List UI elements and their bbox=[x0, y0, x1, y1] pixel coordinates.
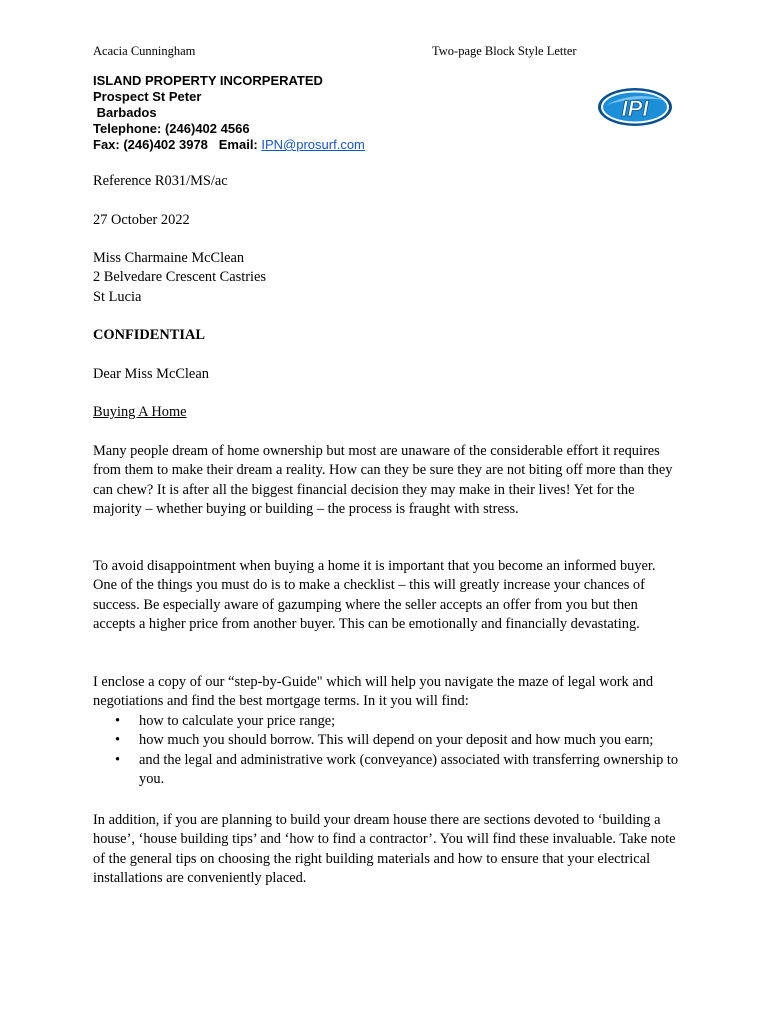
list-item-text: how much you should borrow. This will depend on your deposit and how much you earn; bbox=[139, 732, 654, 749]
paragraph-text: In addition, if you are planning to build your dream house there are sections devoted to ‘building a house’, ‘house building tips’ and ‘how to find a contractor’. You will find these invaluable. Take note of the general tips on choosing the right building materials and how to ensure that your electrical installations are conveniently placed. bbox=[93, 812, 676, 886]
bullet-icon: • bbox=[115, 732, 121, 749]
body-paragraph-4 bbox=[93, 811, 683, 888]
company-name: ISLAND PROPERTY INCORPERATED bbox=[93, 73, 323, 88]
company-fax: Fax: (246)402 3978 Email: bbox=[93, 137, 262, 152]
body-paragraph-2 bbox=[93, 557, 683, 634]
bullet-icon: • bbox=[115, 713, 121, 729]
list-item bbox=[93, 751, 683, 790]
paragraph-text: I enclose a copy of our “step-by-Guide" which will help you navigate the maze of legal work and negotiations and find the best mortgage terms. In it you will find: bbox=[93, 674, 654, 710]
company-email-link[interactable]: IPN@prosurf.com bbox=[261, 137, 365, 152]
list-item-text: and the legal and administrative work (conveyance) associated with transferring ownership to you. bbox=[139, 751, 679, 787]
recipient-name: Miss Charmaine McClean bbox=[93, 250, 245, 266]
paragraph-text: Many people dream of home ownership but most are unaware of the considerable effort it requires from them to make their dream a reality. How can they be sure they are not biting off more than they can chew? It is after all the biggest financial decision they may make in their lives! Yet for the majority – whether buying or building – the process is fraught with stress. bbox=[93, 443, 673, 517]
header-doc-type: Two-page Block Style Letter bbox=[432, 44, 577, 58]
body-paragraph-1 bbox=[93, 442, 683, 519]
recipient-address-line1: 2 Belvedare Crescent Castries bbox=[93, 269, 267, 285]
company-address-line1: Prospect St Peter bbox=[93, 89, 202, 104]
reference-line: Reference R031/MS/ac bbox=[93, 173, 228, 189]
list-item-text: how to calculate your price range; bbox=[139, 713, 336, 729]
company-telephone: Telephone: (246)402 4566 bbox=[93, 121, 250, 136]
logo-text: IPI bbox=[621, 96, 649, 121]
list-item bbox=[93, 731, 683, 750]
letter-date: 27 October 2022 bbox=[93, 212, 190, 228]
guide-bullet-list bbox=[93, 712, 683, 789]
salutation: Dear Miss McClean bbox=[93, 366, 209, 382]
subject-line: Buying A Home bbox=[93, 404, 187, 420]
bullet-icon: • bbox=[115, 751, 121, 768]
paragraph-text: To avoid disappointment when buying a home it is important that you become an informed buyer. One of the things you must do is to make a checklist – this will greatly increase your chances of success. Be especially aware of gazumping where the seller accepts an offer from you but then accepts a higher price from another buyer. This can be emotionally and financially devastating. bbox=[93, 558, 656, 632]
company-fax-email bbox=[93, 137, 365, 153]
body-paragraph-3 bbox=[93, 673, 683, 712]
company-logo bbox=[596, 86, 674, 128]
company-address-line2: Barbados bbox=[93, 105, 157, 120]
list-item bbox=[93, 712, 683, 731]
recipient-address-line2: St Lucia bbox=[93, 289, 142, 305]
confidential-notation: CONFIDENTIAL bbox=[93, 327, 205, 343]
header-author: Acacia Cunningham bbox=[93, 44, 196, 58]
